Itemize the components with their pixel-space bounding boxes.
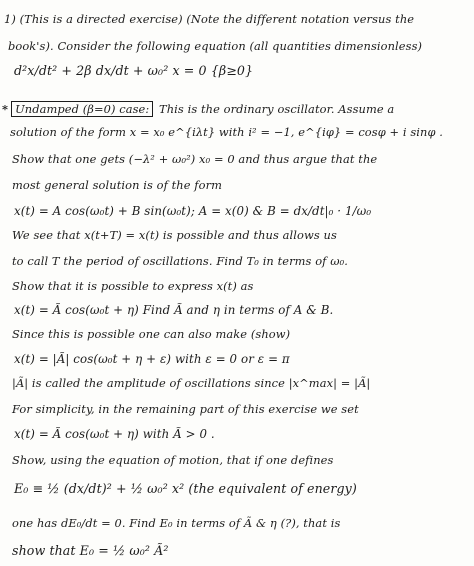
exercise-line-6: Show that one gets (−λ² + ω₀²) x₀ = 0 and thus argue that the: [12, 152, 378, 166]
exercise-line-11: Show that it is possible to express x(t) as: [12, 279, 254, 293]
exercise-line-2: book's). Consider the following equation (all quantities dimensionless): [8, 39, 423, 53]
asterisk-mark: *: [2, 102, 9, 116]
absolute-amplitude-form: x(t) = |Ã| cos(ω₀t + η + ε) with ε = 0 or ε = π: [14, 352, 290, 366]
simplified-solution: x(t) = Ã cos(ω₀t + η) with Ã > 0 .: [14, 427, 215, 441]
exercise-line-10: to call T the period of oscillations. Find T₀ in terms of ω₀.: [12, 254, 348, 268]
exercise-line-5: solution of the form x = x₀ e^{iλt} with i² = −1, e^{iφ} = cosφ + i sinφ .: [10, 125, 443, 139]
undamped-heading-line: [2, 101, 394, 117]
amplitude-form: x(t) = Ã cos(ω₀t + η) Find Ã and η in terms of A & B.: [14, 303, 334, 317]
exercise-line-1: 1) (This is a directed exercise) (Note the different notation versus the: [4, 12, 415, 26]
exercise-line-18: Show, using the equation of motion, that if one defines: [12, 453, 334, 467]
exercise-line-15: |Ã| is called the amplitude of oscillations since |x^max| = |Ã|: [12, 376, 371, 390]
energy-result: show that E₀ = ½ ω₀² Ã²: [12, 543, 169, 558]
energy-definition: E₀ ≡ ½ (dx/dt)² + ½ ω₀² x² (the equivalent of energy): [14, 481, 357, 496]
exercise-line-20: one has dE₀/dt = 0. Find E₀ in terms of Ã & η (?), that is: [12, 516, 341, 530]
exercise-line-9: We see that x(t+T) = x(t) is possible and thus allows us: [12, 228, 337, 242]
equation-of-motion: d²x/dt² + 2β dx/dt + ω₀² x = 0 {β≥0}: [14, 63, 254, 78]
exercise-line-16: For simplicity, in the remaining part of this exercise we set: [12, 402, 359, 416]
undamped-case-box: Undamped (β=0) case:: [11, 101, 153, 117]
exercise-line-7: most general solution is of the form: [12, 178, 223, 192]
exercise-line-4: This is the ordinary oscillator. Assume a: [159, 102, 395, 116]
exercise-line-13: Since this is possible one can also make (show): [12, 327, 291, 341]
general-solution: x(t) = A cos(ω₀t) + B sin(ω₀t); A = x(0) & B = dx/dt|₀ · 1/ω₀: [14, 204, 372, 218]
